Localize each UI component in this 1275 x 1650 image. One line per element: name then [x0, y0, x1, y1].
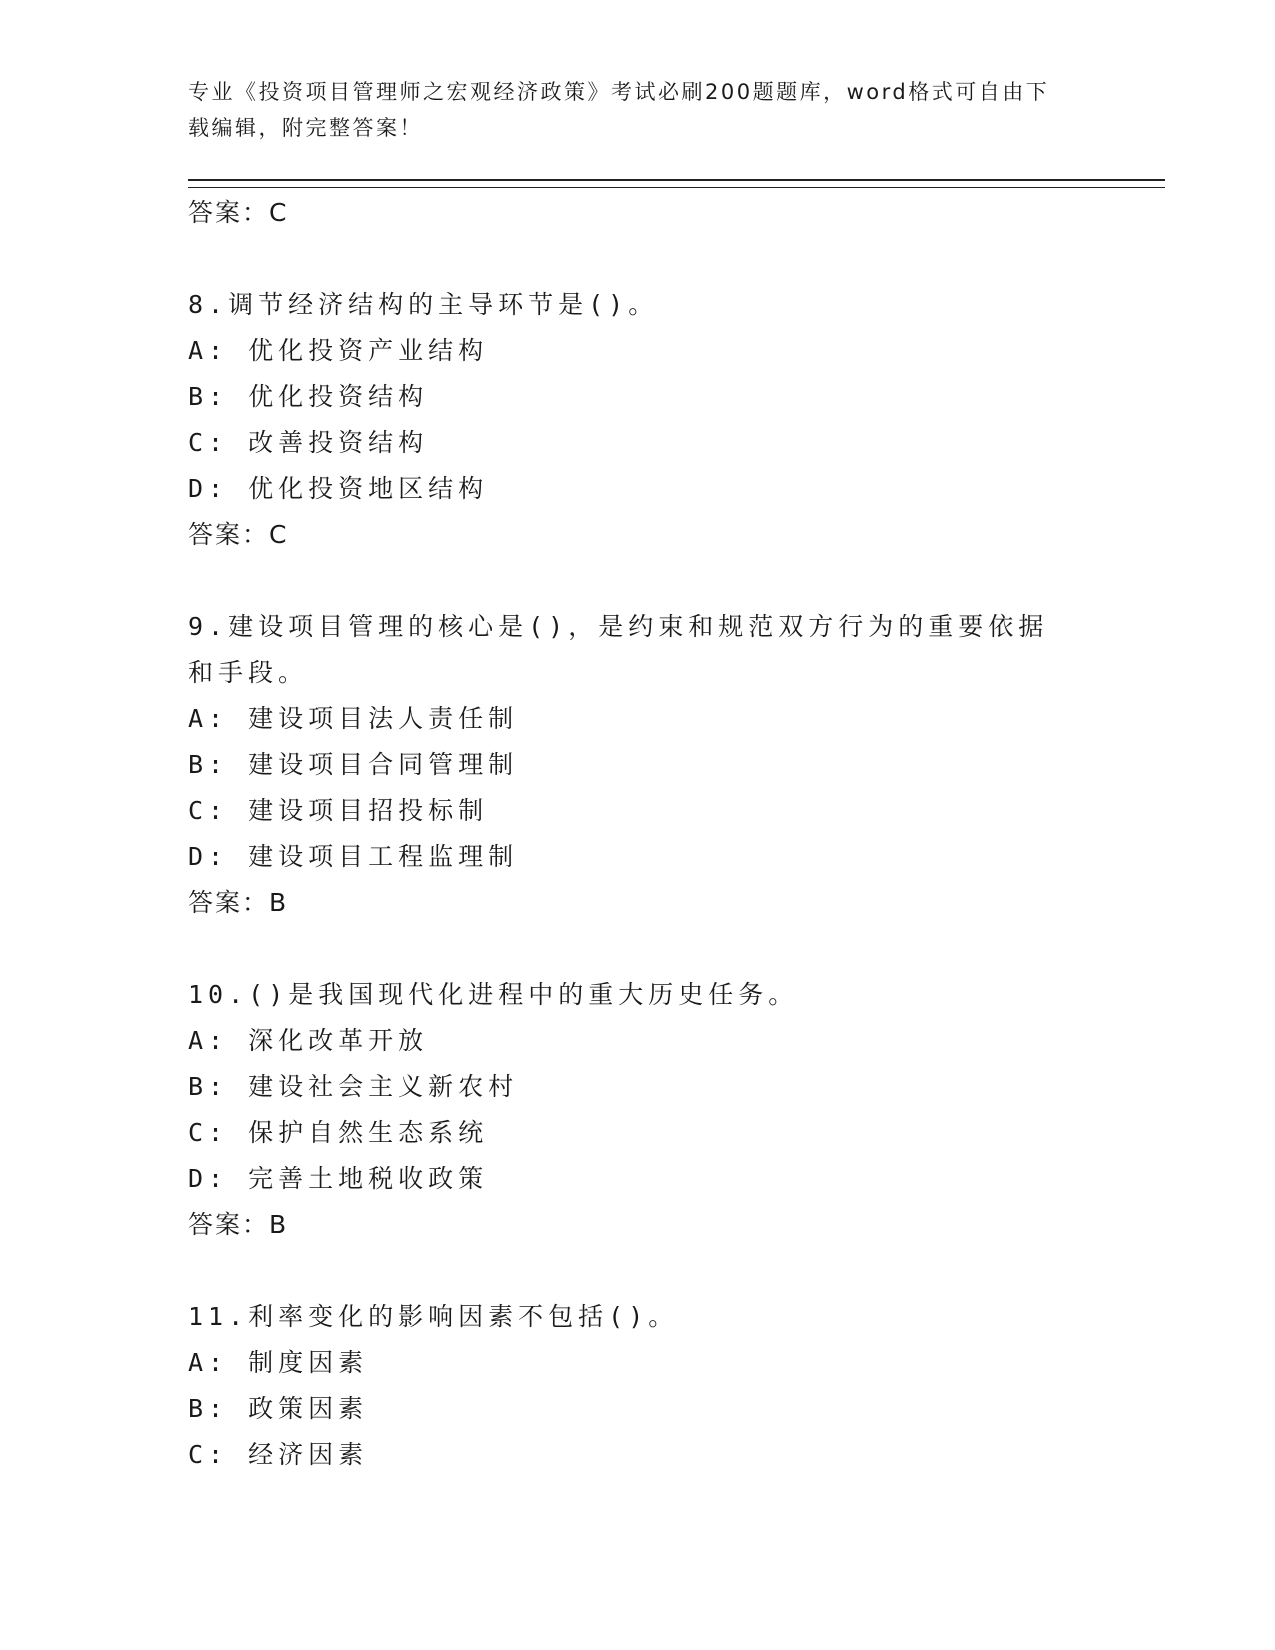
- option-b: B: 政策因素: [188, 1394, 369, 1423]
- option-c: C: 经济因素: [188, 1440, 369, 1469]
- option-c: C: 保护自然生态系统: [188, 1118, 489, 1147]
- option-c: C: 建设项目招投标制: [188, 796, 489, 825]
- spacer: [188, 1248, 1068, 1294]
- header-divider: [188, 179, 1165, 188]
- question-8: [188, 282, 1068, 558]
- question-list: [188, 190, 1068, 1478]
- option-a: A: 优化投资产业结构: [188, 336, 489, 365]
- option-b: B: 优化投资结构: [188, 382, 429, 411]
- document-header: 专业《投资项目管理师之宏观经济政策》考试必刷200题题库，word格式可自由下载编辑，附完整答案！: [188, 80, 1050, 140]
- spacer: [188, 926, 1068, 972]
- option-c: C: 改善投资结构: [188, 428, 429, 457]
- answer: 答案：C: [188, 520, 289, 549]
- option-d: D: 优化投资地区结构: [188, 474, 489, 503]
- question-stem: 9.建设项目管理的核心是()，是约束和规范双方行为的重要依据和手段。: [188, 612, 1049, 687]
- spacer: [188, 236, 1068, 282]
- option-b: B: 建设社会主义新农村: [188, 1072, 519, 1101]
- option-a: A: 建设项目法人责任制: [188, 704, 519, 733]
- question-9: [188, 604, 1068, 926]
- spacer: [188, 558, 1068, 604]
- option-d: D: 建设项目工程监理制: [188, 842, 519, 871]
- option-a: A: 制度因素: [188, 1348, 369, 1377]
- answer: 答案：B: [188, 1210, 289, 1239]
- question-11: [188, 1294, 1068, 1478]
- answer: 答案：B: [188, 888, 289, 917]
- question-stem: 8.调节经济结构的主导环节是()。: [188, 290, 659, 319]
- option-d: D: 完善土地税收政策: [188, 1164, 489, 1193]
- question-stem: 10.()是我国现代化进程中的重大历史任务。: [188, 980, 799, 1009]
- question-10: [188, 972, 1068, 1248]
- answer-previous: 答案：C: [188, 198, 289, 227]
- question-stem: 11.利率变化的影响因素不包括()。: [188, 1302, 679, 1331]
- option-b: B: 建设项目合同管理制: [188, 750, 519, 779]
- option-a: A: 深化改革开放: [188, 1026, 429, 1055]
